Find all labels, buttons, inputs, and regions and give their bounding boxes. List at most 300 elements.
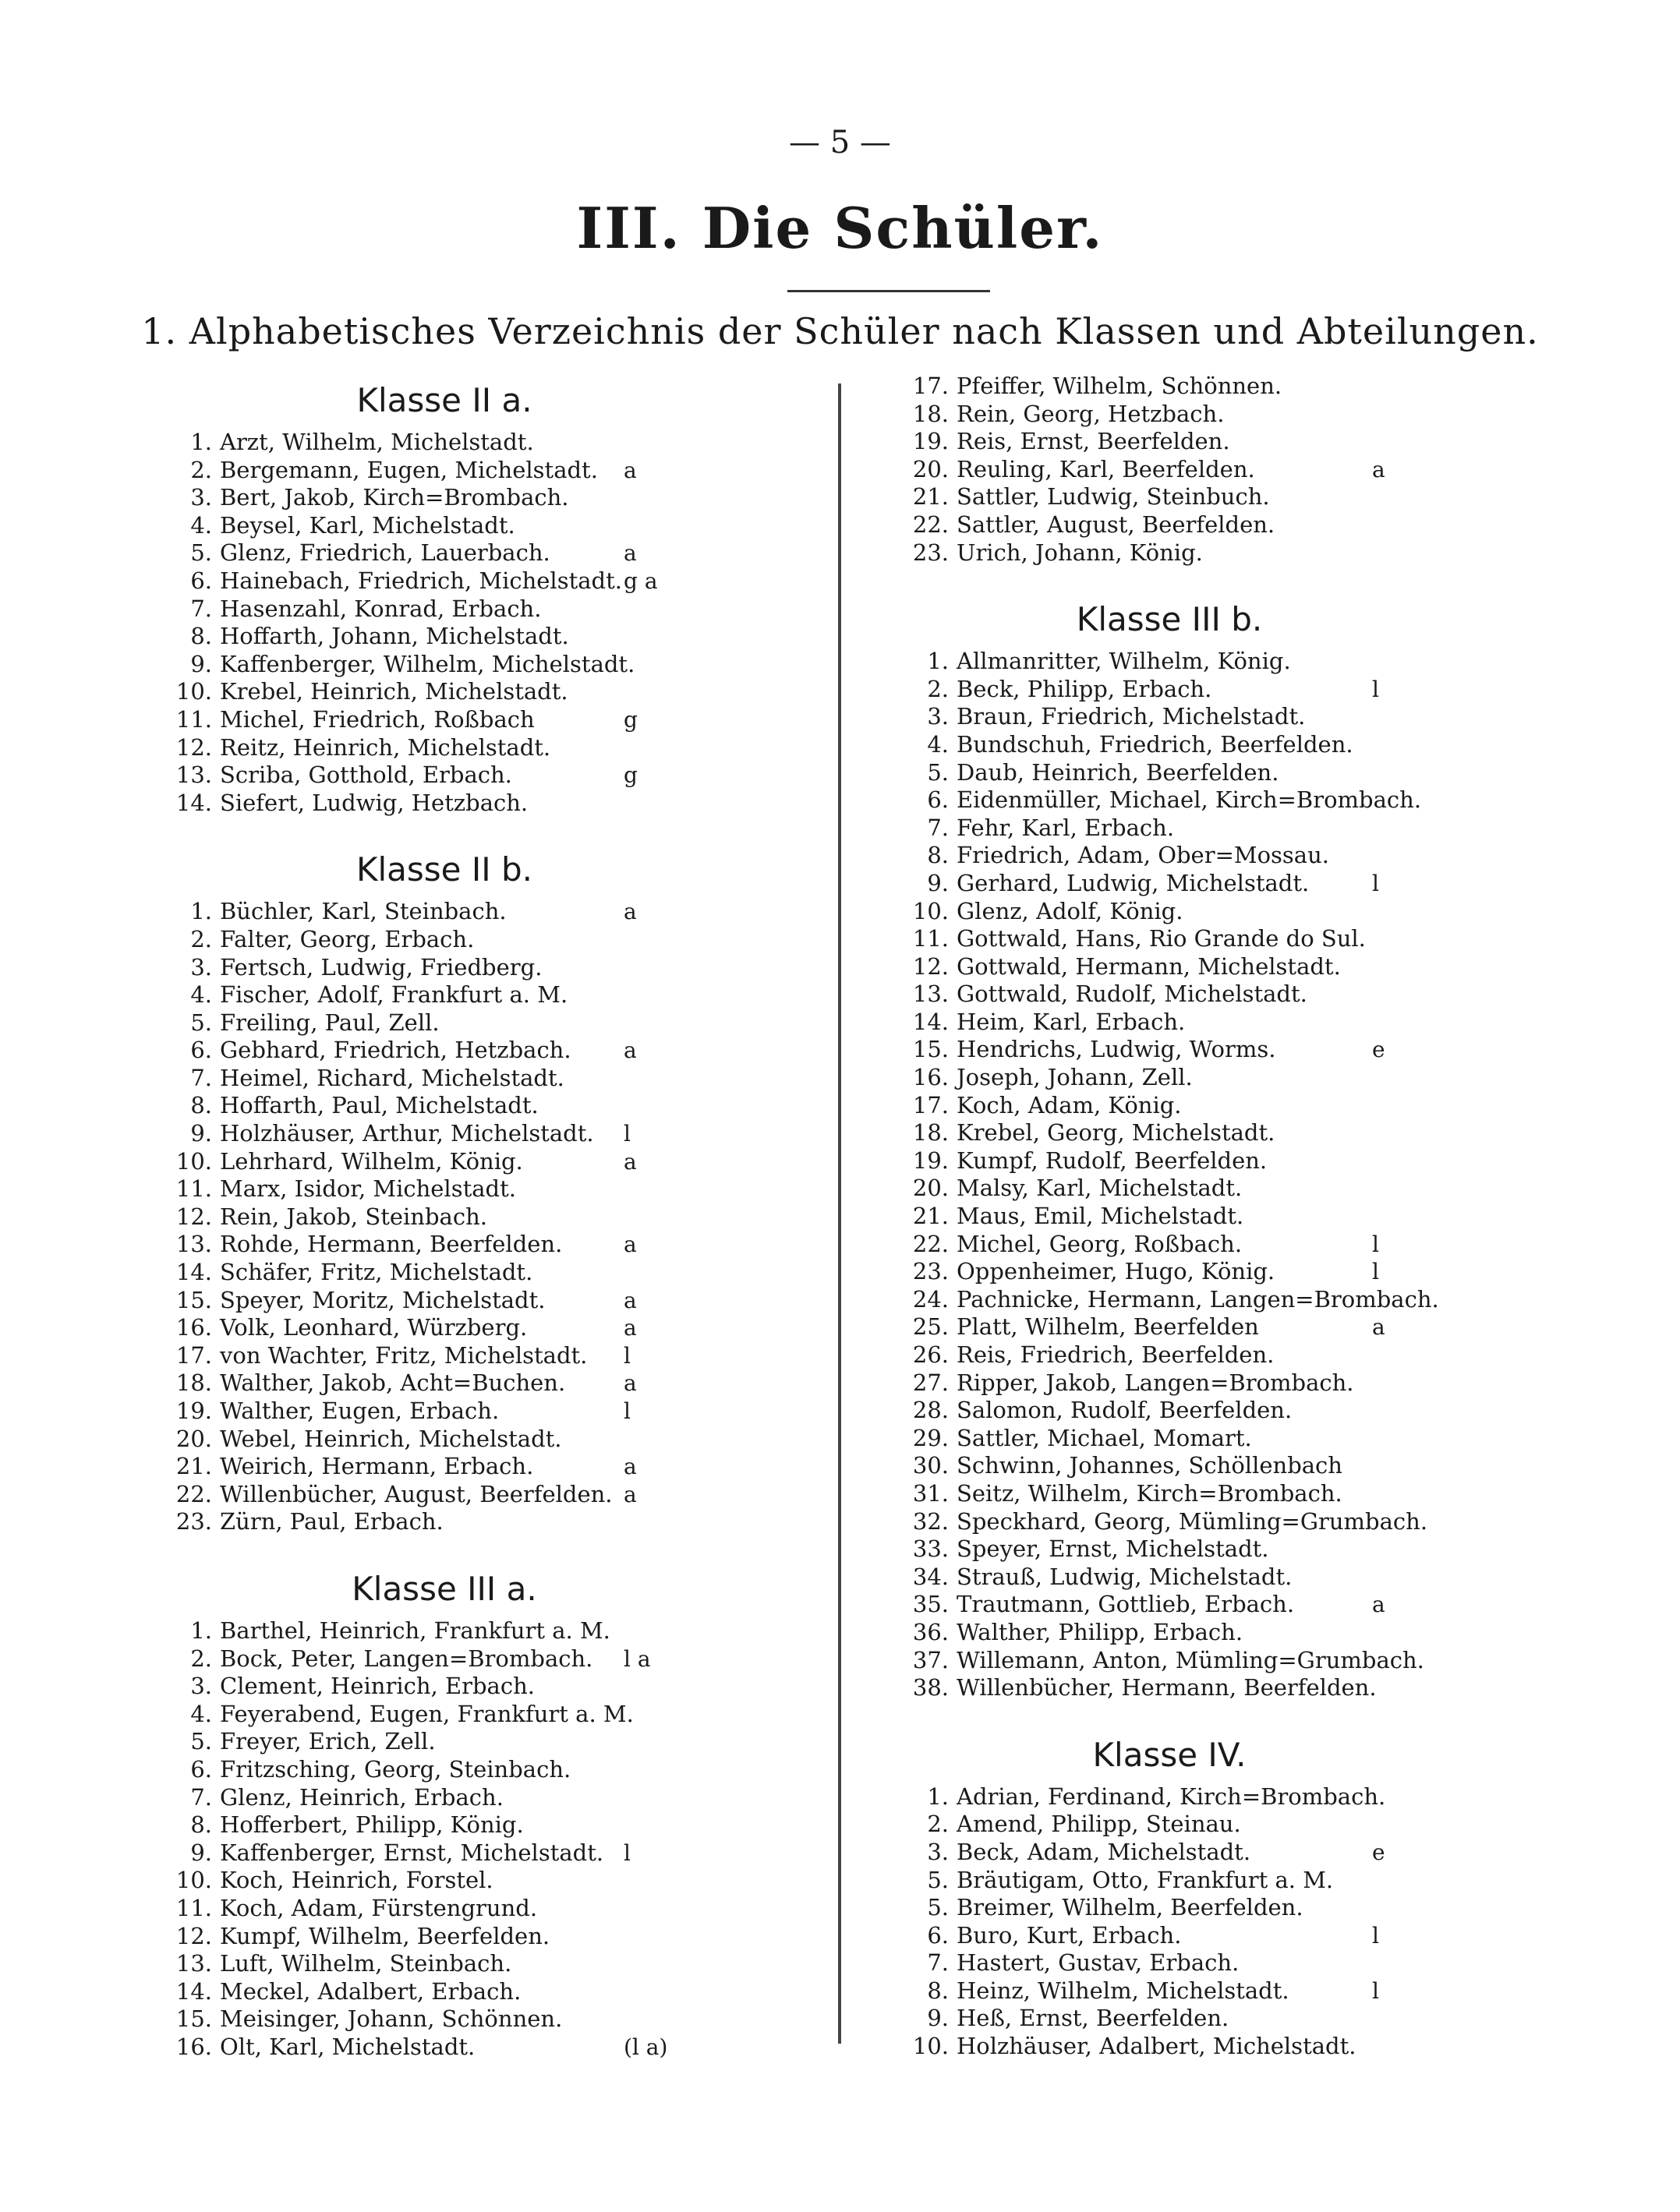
student-entry xyxy=(156,539,826,567)
entry-number: 2. xyxy=(190,456,212,483)
student-name: Breimer, Wilhelm, Beerfelden. xyxy=(957,1894,1303,1921)
entry-number: 2. xyxy=(927,1811,949,1838)
student-name: Daub, Heinrich, Beerfelden. xyxy=(957,758,1279,786)
entry-mark: l xyxy=(1372,1922,1379,1949)
student-entry xyxy=(156,1287,826,1315)
student-entry xyxy=(156,2034,826,2062)
student-name: Reis, Ernst, Beerfelden. xyxy=(957,428,1230,455)
student-name: Malsy, Karl, Michelstadt. xyxy=(957,1175,1243,1202)
student-entry xyxy=(156,898,826,926)
student-name: Pachnicke, Hermann, Langen=Brombach. xyxy=(957,1285,1439,1313)
entry-number: 16. xyxy=(912,1064,949,1091)
section-gap xyxy=(893,567,1563,592)
entry-mark: l xyxy=(1372,1231,1379,1257)
student-entry xyxy=(893,1203,1563,1231)
entry-number: 9. xyxy=(190,1120,212,1147)
student-name: Sattler, Ludwig, Steinbuch. xyxy=(957,483,1270,511)
entry-mark: a xyxy=(624,1454,637,1480)
entry-mark: l xyxy=(624,1121,631,1147)
student-entry xyxy=(156,1453,826,1481)
entry-number: 10. xyxy=(912,897,949,924)
entry-number: 11. xyxy=(175,1175,212,1203)
entry-mark: l xyxy=(624,1839,631,1866)
entry-number: 15. xyxy=(175,1286,212,1313)
student-name: Bock, Peter, Langen=Brombach. xyxy=(220,1645,593,1672)
entry-number: 6. xyxy=(190,1037,212,1064)
entry-number: 1. xyxy=(927,1783,949,1810)
student-entry xyxy=(156,1092,826,1120)
student-name: Meisinger, Johann, Schönnen. xyxy=(220,2005,563,2033)
entry-number: 19. xyxy=(912,1147,949,1174)
entry-number: 3. xyxy=(190,1673,212,1700)
student-entry xyxy=(156,512,826,540)
student-entry xyxy=(156,1037,826,1065)
student-entry xyxy=(156,429,826,457)
entry-number: 17. xyxy=(912,373,949,399)
student-entry xyxy=(893,1425,1563,1453)
entry-number: 9. xyxy=(927,869,949,896)
column-divider xyxy=(838,383,841,2044)
student-entry xyxy=(156,1231,826,1259)
right-column xyxy=(893,373,1563,2061)
section-gap xyxy=(893,1702,1563,1727)
entry-number: 22. xyxy=(175,1480,212,1507)
student-name: Bert, Jakob, Kirch=Brombach. xyxy=(220,484,569,511)
entry-number: 13. xyxy=(175,761,212,789)
student-entry xyxy=(156,1673,826,1701)
student-entry xyxy=(893,1922,1563,1950)
entry-number: 9. xyxy=(190,1839,212,1866)
student-name: Strauß, Ludwig, Michelstadt. xyxy=(957,1563,1293,1590)
student-entry xyxy=(893,1036,1563,1064)
entry-number: 1. xyxy=(927,648,949,675)
entry-mark: e xyxy=(1372,1839,1385,1865)
student-entry xyxy=(156,1728,826,1756)
student-entry xyxy=(893,2005,1563,2033)
student-name: Platt, Wilhelm, Beerfelden xyxy=(957,1313,1259,1341)
student-name: von Wachter, Fritz, Michelstadt. xyxy=(220,1341,588,1369)
student-entry xyxy=(893,648,1563,676)
student-name: Gebhard, Friedrich, Hetzbach. xyxy=(220,1037,571,1064)
student-entry xyxy=(156,1839,826,1867)
student-name: Beck, Adam, Michelstadt. xyxy=(957,1838,1251,1865)
student-entry xyxy=(893,1867,1563,1895)
entry-mark: a xyxy=(624,1481,637,1507)
student-entry xyxy=(893,1147,1563,1175)
student-entry xyxy=(893,731,1563,759)
student-entry xyxy=(893,1397,1563,1425)
student-entry xyxy=(893,1949,1563,1977)
entry-mark: a xyxy=(624,1037,637,1064)
student-entry xyxy=(893,539,1563,567)
student-entry xyxy=(156,1203,826,1231)
student-name: Feyerabend, Eugen, Frankfurt a. M. xyxy=(220,1700,634,1727)
student-entry xyxy=(156,734,826,762)
entry-number: 31. xyxy=(912,1479,949,1507)
entry-number: 14. xyxy=(912,1008,949,1035)
student-entry xyxy=(893,814,1563,843)
entry-number: 6. xyxy=(927,1921,949,1949)
student-entry xyxy=(156,1784,826,1812)
class-heading: Klasse III b. xyxy=(1076,600,1263,639)
student-entry xyxy=(893,511,1563,539)
entry-number: 26. xyxy=(912,1341,949,1368)
student-name: Ripper, Jakob, Langen=Brombach. xyxy=(957,1369,1354,1396)
student-name: Reis, Friedrich, Beerfelden. xyxy=(957,1341,1275,1368)
student-name: Reitz, Heinrich, Michelstadt. xyxy=(220,733,551,761)
student-name: Speyer, Moritz, Michelstadt. xyxy=(220,1286,546,1313)
entry-number: 23. xyxy=(912,1258,949,1285)
student-name: Krebel, Heinrich, Michelstadt. xyxy=(220,678,568,705)
student-name: Eidenmüller, Michael, Kirch=Brombach. xyxy=(957,786,1422,814)
student-entry xyxy=(156,595,826,624)
class-heading: Klasse IV. xyxy=(1092,1735,1247,1774)
student-name: Hoffarth, Johann, Michelstadt. xyxy=(220,623,569,650)
student-entry xyxy=(156,484,826,512)
entry-number: 7. xyxy=(190,1064,212,1091)
entry-number: 14. xyxy=(175,1259,212,1286)
student-entry xyxy=(893,1647,1563,1675)
entry-mark: a xyxy=(624,899,637,925)
student-entry xyxy=(156,1617,826,1645)
student-entry xyxy=(156,1811,826,1839)
entry-number: 15. xyxy=(175,2005,212,2033)
student-name: Fritzsching, Georg, Steinbach. xyxy=(220,1755,571,1783)
student-entry xyxy=(893,1508,1563,1536)
entry-number: 5. xyxy=(190,539,212,567)
student-entry xyxy=(893,1369,1563,1398)
student-name: Koch, Adam, Fürstengrund. xyxy=(220,1894,538,1921)
student-entry xyxy=(893,1977,1563,2005)
student-name: Kumpf, Wilhelm, Beerfelden. xyxy=(220,1922,550,1949)
entry-mark: a xyxy=(624,1315,637,1341)
student-name: Reuling, Karl, Beerfelden. xyxy=(957,455,1255,482)
entry-number: 25. xyxy=(912,1313,949,1341)
entry-mark: l xyxy=(1372,870,1379,896)
entry-number: 11. xyxy=(175,1894,212,1921)
entry-number: 7. xyxy=(927,1949,949,1977)
left-column xyxy=(156,373,826,2061)
entry-number: 5. xyxy=(190,1728,212,1755)
student-entry xyxy=(893,703,1563,731)
entry-number: 5. xyxy=(927,1866,949,1893)
student-name: Hainebach, Friedrich, Michelstadt. xyxy=(220,567,622,594)
student-entry xyxy=(156,1148,826,1176)
entry-number: 6. xyxy=(190,567,212,594)
student-name: Arzt, Wilhelm, Michelstadt. xyxy=(220,429,534,455)
student-entry xyxy=(156,1259,826,1287)
student-entry xyxy=(893,898,1563,926)
student-entry xyxy=(156,1009,826,1037)
student-name: Adrian, Ferdinand, Kirch=Brombach. xyxy=(957,1783,1386,1810)
entry-number: 23. xyxy=(175,1508,212,1535)
student-name: Hoffarth, Paul, Michelstadt. xyxy=(220,1092,539,1119)
student-name: Koch, Adam, König. xyxy=(957,1091,1182,1118)
student-name: Urich, Johann, König. xyxy=(957,539,1203,566)
entry-number: 6. xyxy=(190,1755,212,1783)
student-entry xyxy=(893,981,1563,1009)
student-entry xyxy=(156,1175,826,1203)
student-entry xyxy=(893,1535,1563,1564)
student-name: Michel, Friedrich, Roßbach xyxy=(220,705,535,733)
entry-mark: e xyxy=(1372,1037,1385,1063)
entry-number: 3. xyxy=(190,484,212,511)
student-name: Rohde, Hermann, Beerfelden. xyxy=(220,1231,563,1258)
student-name: Holzhäuser, Arthur, Michelstadt. xyxy=(220,1120,594,1147)
student-name: Amend, Philipp, Steinau. xyxy=(957,1811,1241,1838)
student-entry xyxy=(893,373,1563,401)
section-gap xyxy=(156,817,826,842)
student-name: Volk, Leonhard, Würzberg. xyxy=(220,1314,528,1341)
student-name: Hendrichs, Ludwig, Worms. xyxy=(957,1036,1276,1063)
entry-number: 9. xyxy=(927,2005,949,2032)
student-name: Bergemann, Eugen, Michelstadt. xyxy=(220,456,598,483)
entry-number: 7. xyxy=(927,814,949,841)
student-name: Beck, Philipp, Erbach. xyxy=(957,675,1212,702)
class-heading: Klasse II b. xyxy=(355,850,533,889)
entry-number: 12. xyxy=(175,733,212,761)
entry-number: 7. xyxy=(190,595,212,622)
student-name: Fischer, Adolf, Frankfurt a. M. xyxy=(220,981,568,1009)
student-name: Siefert, Ludwig, Hetzbach. xyxy=(220,789,529,816)
student-name: Büchler, Karl, Steinbach. xyxy=(220,898,507,925)
student-entry xyxy=(156,981,826,1009)
student-name: Hasenzahl, Konrad, Erbach. xyxy=(220,595,542,622)
entry-number: 2. xyxy=(190,925,212,952)
student-name: Salomon, Rudolf, Beerfelden. xyxy=(957,1397,1293,1424)
entry-number: 10. xyxy=(175,1867,212,1894)
entry-number: 13. xyxy=(175,1950,212,1977)
entry-number: 2. xyxy=(190,1645,212,1672)
entry-number: 28. xyxy=(912,1397,949,1424)
student-entry xyxy=(893,786,1563,814)
student-name: Maus, Emil, Michelstadt. xyxy=(957,1203,1244,1230)
entry-mark: l xyxy=(1372,1977,1379,2004)
student-name: Sattler, Michael, Momart. xyxy=(957,1424,1252,1451)
page-title: III. Die Schüler. xyxy=(576,195,1104,261)
student-name: Gerhard, Ludwig, Michelstadt. xyxy=(957,869,1310,896)
student-entry xyxy=(156,926,826,954)
student-entry xyxy=(893,456,1563,484)
entry-number: 7. xyxy=(190,1783,212,1811)
student-entry xyxy=(893,870,1563,898)
student-entry xyxy=(893,676,1563,704)
entry-number: 34. xyxy=(912,1563,949,1590)
entry-mark: a xyxy=(624,540,637,567)
student-name: Friedrich, Adam, Ober=Mossau. xyxy=(957,842,1329,869)
entry-number: 19. xyxy=(912,428,949,455)
entry-number: 36. xyxy=(912,1618,949,1645)
student-name: Walther, Jakob, Acht=Buchen. xyxy=(220,1369,566,1397)
student-name: Kaffenberger, Wilhelm, Michelstadt. xyxy=(220,650,635,677)
student-name: Beysel, Karl, Michelstadt. xyxy=(220,511,515,539)
entry-number: 4. xyxy=(190,981,212,1009)
entry-number: 17. xyxy=(175,1341,212,1369)
page-number: — 5 — xyxy=(789,125,891,161)
entry-number: 10. xyxy=(912,2033,949,2060)
entry-number: 16. xyxy=(175,2033,212,2060)
entry-number: 5. xyxy=(927,1894,949,1921)
student-entry xyxy=(893,1064,1563,1092)
student-entry xyxy=(893,1258,1563,1286)
title-rule xyxy=(787,290,990,292)
student-entry xyxy=(893,1619,1563,1647)
entry-number: 19. xyxy=(175,1398,212,1424)
entry-mark: l xyxy=(1372,1259,1379,1285)
entry-number: 22. xyxy=(912,511,949,538)
student-entry xyxy=(893,483,1563,511)
entry-mark: g a xyxy=(624,567,658,594)
student-entry xyxy=(893,1674,1563,1702)
entry-number: 8. xyxy=(190,623,212,650)
entry-number: 11. xyxy=(175,705,212,733)
student-name: Bundschuh, Friedrich, Beerfelden. xyxy=(957,730,1353,758)
class-heading: Klasse III a. xyxy=(352,1569,537,1608)
entry-number: 38. xyxy=(912,1674,949,1701)
entry-number: 1. xyxy=(190,898,212,925)
student-entry xyxy=(893,953,1563,981)
entry-number: 14. xyxy=(175,1977,212,2005)
student-entry xyxy=(893,1480,1563,1508)
entry-number: 21. xyxy=(912,483,949,511)
entry-number: 20. xyxy=(175,1425,212,1452)
student-name: Allmanritter, Wilhelm, König. xyxy=(957,648,1291,675)
entry-number: 3. xyxy=(190,953,212,981)
student-name: Speckhard, Georg, Mümling=Grumbach. xyxy=(957,1507,1428,1535)
student-entry xyxy=(156,457,826,485)
entry-mark: a xyxy=(624,1231,637,1258)
student-name: Koch, Heinrich, Forstel. xyxy=(220,1867,493,1894)
student-name: Krebel, Georg, Michelstadt. xyxy=(957,1119,1275,1147)
entry-number: 22. xyxy=(912,1230,949,1257)
student-name: Sattler, August, Beerfelden. xyxy=(957,511,1275,538)
student-name: Speyer, Ernst, Michelstadt. xyxy=(957,1535,1269,1563)
student-name: Joseph, Johann, Zell. xyxy=(957,1064,1193,1091)
student-name: Clement, Heinrich, Erbach. xyxy=(220,1673,535,1700)
student-name: Freyer, Erich, Zell. xyxy=(220,1728,436,1755)
student-entry xyxy=(156,1923,826,1951)
entry-number: 12. xyxy=(175,1922,212,1949)
student-entry xyxy=(156,1950,826,1978)
student-entry xyxy=(156,1426,826,1454)
student-name: Gottwald, Hans, Rio Grande do Sul. xyxy=(957,925,1366,952)
entry-mark: l xyxy=(1372,676,1379,702)
entry-number: 27. xyxy=(912,1369,949,1396)
entry-number: 17. xyxy=(912,1091,949,1118)
entry-number: 15. xyxy=(912,1036,949,1063)
entry-number: 8. xyxy=(927,1977,949,2004)
student-name: Heim, Karl, Erbach. xyxy=(957,1008,1186,1035)
entry-number: 20. xyxy=(912,1175,949,1202)
entry-number: 10. xyxy=(175,678,212,705)
student-entry xyxy=(893,1175,1563,1203)
student-name: Oppenheimer, Hugo, König. xyxy=(957,1258,1275,1285)
student-name: Trautmann, Gottlieb, Erbach. xyxy=(957,1591,1295,1618)
entry-mark: l xyxy=(624,1342,631,1369)
entry-number: 4. xyxy=(190,1700,212,1727)
student-name: Barthel, Heinrich, Frankfurt a. M. xyxy=(220,1617,610,1644)
student-entry xyxy=(893,1839,1563,1867)
section-subtitle: 1. Alphabetisches Verzeichnis der Schüler nach Klassen und Abteilungen. xyxy=(141,310,1539,352)
student-entry xyxy=(156,761,826,790)
entry-number: 13. xyxy=(912,981,949,1008)
entry-mark: a xyxy=(1372,456,1385,482)
entry-number: 33. xyxy=(912,1535,949,1563)
student-entry xyxy=(893,759,1563,787)
student-name: Heimel, Richard, Michelstadt. xyxy=(220,1064,564,1091)
entry-number: 14. xyxy=(175,789,212,816)
student-name: Freiling, Paul, Zell. xyxy=(220,1009,440,1036)
student-name: Scriba, Gotthold, Erbach. xyxy=(220,761,512,789)
entry-number: 13. xyxy=(175,1231,212,1258)
student-name: Hofferbert, Philipp, König. xyxy=(220,1811,524,1839)
student-entry xyxy=(893,2033,1563,2061)
student-name: Olt, Karl, Michelstadt. xyxy=(220,2033,476,2060)
student-name: Marx, Isidor, Michelstadt. xyxy=(220,1175,516,1203)
class-heading: Klasse II a. xyxy=(356,381,532,419)
entry-number: 4. xyxy=(927,730,949,758)
student-name: Heß, Ernst, Beerfelden. xyxy=(957,2005,1229,2032)
entry-number: 37. xyxy=(912,1646,949,1673)
student-entry xyxy=(156,1701,826,1729)
student-entry xyxy=(893,1783,1563,1811)
entry-number: 18. xyxy=(175,1369,212,1397)
student-entry xyxy=(156,1508,826,1536)
student-entry xyxy=(156,954,826,982)
student-entry xyxy=(156,567,826,595)
entry-number: 8. xyxy=(190,1811,212,1839)
entry-number: 2. xyxy=(927,675,949,702)
student-name: Weirich, Hermann, Erbach. xyxy=(220,1453,534,1480)
entry-mark: a xyxy=(624,1287,637,1313)
entry-number: 23. xyxy=(912,539,949,566)
student-name: Rein, Jakob, Steinbach. xyxy=(220,1203,487,1230)
student-entry xyxy=(156,678,826,706)
student-name: Hastert, Gustav, Erbach. xyxy=(957,1949,1240,1977)
student-entry xyxy=(893,1286,1563,1314)
entry-number: 1. xyxy=(190,429,212,455)
student-name: Falter, Georg, Erbach. xyxy=(220,925,475,952)
student-entry xyxy=(893,925,1563,953)
student-name: Walther, Philipp, Erbach. xyxy=(957,1618,1243,1645)
student-entry xyxy=(893,1452,1563,1480)
entry-number: 16. xyxy=(175,1314,212,1341)
entry-number: 30. xyxy=(912,1452,949,1479)
student-name: Gottwald, Hermann, Michelstadt. xyxy=(957,952,1341,980)
student-entry xyxy=(156,790,826,818)
student-entry xyxy=(156,1369,826,1398)
entry-number: 12. xyxy=(912,952,949,980)
student-name: Fertsch, Ludwig, Friedberg. xyxy=(220,953,543,981)
student-name: Kaffenberger, Ernst, Michelstadt. xyxy=(220,1839,604,1866)
student-name: Pfeiffer, Wilhelm, Schönnen. xyxy=(957,373,1282,399)
entry-number: 4. xyxy=(190,511,212,539)
student-entry xyxy=(893,1341,1563,1369)
entry-mark: g xyxy=(624,706,638,733)
student-entry xyxy=(156,1120,826,1148)
entry-number: 18. xyxy=(912,400,949,427)
student-entry xyxy=(156,1342,826,1370)
entry-number: 3. xyxy=(927,1838,949,1865)
student-entry xyxy=(156,1481,826,1509)
entry-mark: a xyxy=(624,1148,637,1175)
entry-number: 9. xyxy=(190,650,212,677)
entry-number: 10. xyxy=(175,1147,212,1175)
student-name: Lehrhard, Wilhelm, König. xyxy=(220,1147,523,1175)
student-entry xyxy=(893,401,1563,429)
student-name: Luft, Wilhelm, Steinbach. xyxy=(220,1950,512,1977)
entry-number: 29. xyxy=(912,1424,949,1451)
